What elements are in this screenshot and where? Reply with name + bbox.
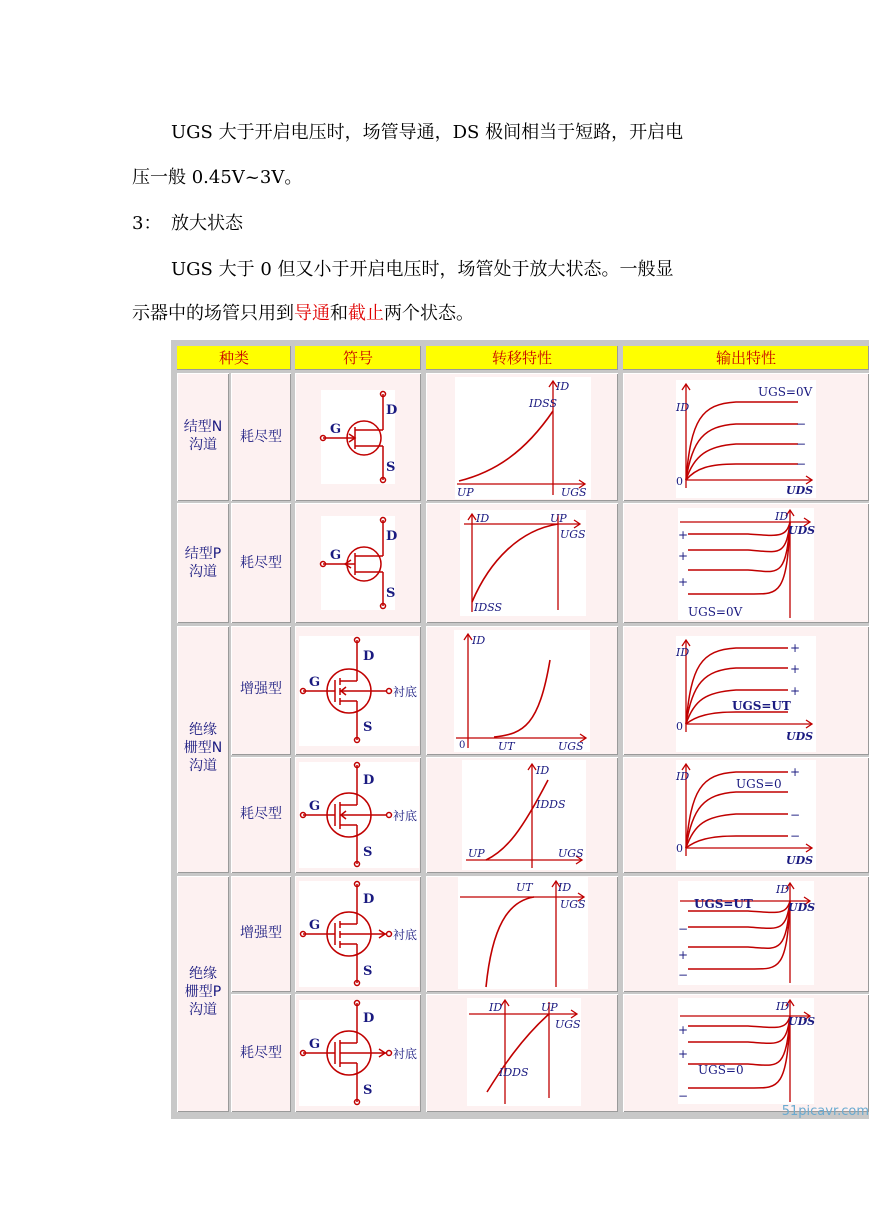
mosfet-n-depletion-symbol-icon (299, 762, 419, 868)
text-segment: 和 (330, 303, 348, 324)
svg-text:G: G (330, 422, 342, 437)
svg-text:ID: ID (556, 380, 570, 393)
subtype-label: 耗尽型 (240, 806, 282, 822)
svg-text:+: + (790, 662, 801, 676)
svg-text:+: + (678, 948, 689, 962)
svg-text:UGS: UGS (558, 847, 584, 860)
svg-text:S: S (363, 845, 373, 860)
output-curve-jfet-p (678, 508, 814, 620)
svg-text:ID: ID (775, 510, 789, 523)
svg-text:衬底: 衬底 (393, 1047, 418, 1061)
svg-text:G: G (309, 799, 321, 814)
transfer-curve-mosfet-p-enh (458, 877, 588, 989)
jfet-n-symbol-icon (321, 390, 398, 484)
svg-text:0: 0 (676, 842, 683, 855)
svg-text:UDS: UDS (786, 730, 814, 743)
svg-text:−: − (678, 1089, 689, 1103)
svg-text:IDDS: IDDS (536, 798, 566, 811)
svg-text:UP: UP (468, 847, 485, 860)
svg-text:D: D (363, 649, 375, 664)
svg-text:UDS: UDS (788, 524, 816, 537)
svg-text:G: G (309, 918, 321, 933)
svg-text:D: D (386, 403, 398, 418)
jfet-p-symbol-icon (321, 516, 398, 610)
svg-text:UGS=UT: UGS=UT (694, 897, 753, 911)
svg-text:−: − (796, 417, 807, 431)
svg-text:衬底: 衬底 (393, 809, 418, 823)
svg-text:−: − (790, 829, 801, 843)
svg-text:+: + (790, 765, 801, 779)
group-label-jfet-p: 结型P 沟道 (184, 546, 222, 580)
subtype-label: 耗尽型 (240, 555, 282, 571)
svg-text:+: + (678, 1047, 689, 1061)
text-segment: 示器中的场管只用到 (132, 303, 294, 324)
svg-text:G: G (309, 1037, 321, 1052)
svg-text:衬底: 衬底 (393, 685, 418, 699)
output-curve-mosfet-p-enh (678, 881, 814, 985)
svg-text:S: S (386, 586, 396, 601)
svg-text:UGS=0V: UGS=0V (688, 605, 743, 619)
svg-text:UDS: UDS (788, 901, 816, 914)
svg-text:+: + (790, 641, 801, 655)
subtype-label: 增强型 (240, 681, 282, 697)
svg-text:UT: UT (516, 881, 533, 894)
svg-text:ID: ID (536, 764, 550, 777)
svg-text:+: + (678, 575, 689, 589)
highlight-text: 导通 (294, 303, 330, 324)
svg-text:衬底: 衬底 (393, 928, 418, 942)
section-heading: 放大状态 (171, 213, 243, 234)
mosfet-p-depletion-symbol-icon (299, 1000, 419, 1106)
svg-text:UDS: UDS (788, 1015, 816, 1028)
svg-text:IDDS: IDDS (499, 1066, 529, 1079)
transfer-curve-jfet-n (455, 377, 591, 499)
svg-text:ID: ID (676, 770, 690, 783)
header-symbol: 符号 (295, 346, 421, 370)
subtype-label: 耗尽型 (240, 1045, 282, 1061)
svg-text:D: D (363, 773, 375, 788)
text-segment: 两个状态。 (384, 303, 474, 324)
body-text-line: UGS 大于开启电压时，场管导通，DS 极间相当于短路，开启电 (171, 122, 684, 143)
svg-text:UP: UP (541, 1001, 558, 1014)
highlight-text: 截止 (348, 303, 384, 324)
svg-text:S: S (363, 1083, 373, 1098)
output-curve-mosfet-n-dep (676, 760, 816, 870)
transfer-curve-jfet-p (460, 510, 586, 616)
svg-text:IDSS: IDSS (474, 601, 503, 614)
subtype-label: 耗尽型 (240, 429, 282, 445)
svg-text:ID: ID (476, 512, 490, 525)
svg-text:−: − (678, 968, 689, 982)
subtype-label: 增强型 (240, 925, 282, 941)
group-label-jfet-n: 结型N 沟道 (183, 419, 223, 453)
svg-text:S: S (363, 720, 373, 735)
svg-text:+: + (790, 684, 801, 698)
svg-text:ID: ID (472, 634, 486, 647)
output-curve-mosfet-p-dep (678, 998, 814, 1104)
group-label-mosfet-p: 绝缘 栅型P 沟道 (184, 966, 222, 1018)
svg-text:S: S (386, 460, 396, 475)
header-output: 输出特性 (623, 346, 869, 370)
svg-text:UP: UP (457, 486, 474, 499)
svg-text:UGS: UGS (560, 528, 586, 541)
svg-text:UGS: UGS (560, 898, 586, 911)
svg-text:G: G (309, 675, 321, 690)
svg-text:0: 0 (676, 475, 683, 488)
body-text-line (132, 299, 474, 325)
svg-text:D: D (363, 892, 375, 907)
svg-text:0: 0 (459, 740, 466, 751)
svg-text:ID: ID (676, 401, 690, 414)
transfer-curve-mosfet-n-dep (462, 760, 586, 870)
svg-text:UGS=0V: UGS=0V (758, 385, 813, 399)
group-label-mosfet-n: 绝缘 栅型N 沟道 (183, 722, 223, 774)
svg-text:UGS=0: UGS=0 (698, 1063, 744, 1077)
svg-text:−: − (796, 457, 807, 471)
svg-text:D: D (386, 529, 398, 544)
fet-characteristics-table (171, 340, 869, 1119)
svg-text:UGS: UGS (561, 486, 587, 499)
svg-text:+: + (678, 549, 689, 563)
transfer-curve-mosfet-p-dep (467, 998, 581, 1106)
svg-text:IDSS: IDSS (529, 397, 558, 410)
body-text-line: 压一般 0.45V~3V。 (132, 167, 303, 188)
mosfet-n-enhancement-symbol-icon (299, 636, 419, 746)
svg-text:D: D (363, 1011, 375, 1026)
header-type: 种类 (177, 346, 291, 370)
svg-text:+: + (678, 1023, 689, 1037)
output-curve-mosfet-n-enh (676, 636, 816, 752)
output-curve-jfet-n (676, 380, 816, 498)
svg-text:ID: ID (558, 881, 572, 894)
svg-text:−: − (796, 437, 807, 451)
svg-text:ID: ID (489, 1001, 503, 1014)
mosfet-p-enhancement-symbol-icon (299, 881, 419, 987)
svg-text:UDS: UDS (786, 484, 814, 497)
svg-text:−: − (790, 808, 801, 822)
svg-text:UDS: UDS (786, 854, 814, 867)
svg-text:UGS: UGS (558, 740, 584, 753)
body-text-line: UGS 大于 0 但又小于开启电压时，场管处于放大状态。一般显 (171, 259, 674, 280)
svg-text:G: G (330, 548, 342, 563)
transfer-curve-mosfet-n-enh (454, 630, 590, 752)
svg-text:0: 0 (676, 720, 683, 733)
svg-text:−: − (678, 922, 689, 936)
svg-text:ID: ID (776, 883, 790, 896)
svg-text:ID: ID (676, 646, 690, 659)
section-heading-number: 3： (132, 213, 162, 234)
svg-text:UT: UT (498, 740, 515, 753)
svg-text:S: S (363, 964, 373, 979)
svg-text:UP: UP (550, 512, 567, 525)
watermark: 51picavr.com (781, 1104, 869, 1119)
svg-text:ID: ID (776, 1000, 790, 1013)
svg-text:UGS=UT: UGS=UT (732, 699, 791, 713)
svg-text:UGS: UGS (555, 1018, 581, 1031)
svg-text:UGS=0: UGS=0 (736, 777, 782, 791)
header-transfer: 转移特性 (426, 346, 618, 370)
svg-text:+: + (678, 528, 689, 542)
